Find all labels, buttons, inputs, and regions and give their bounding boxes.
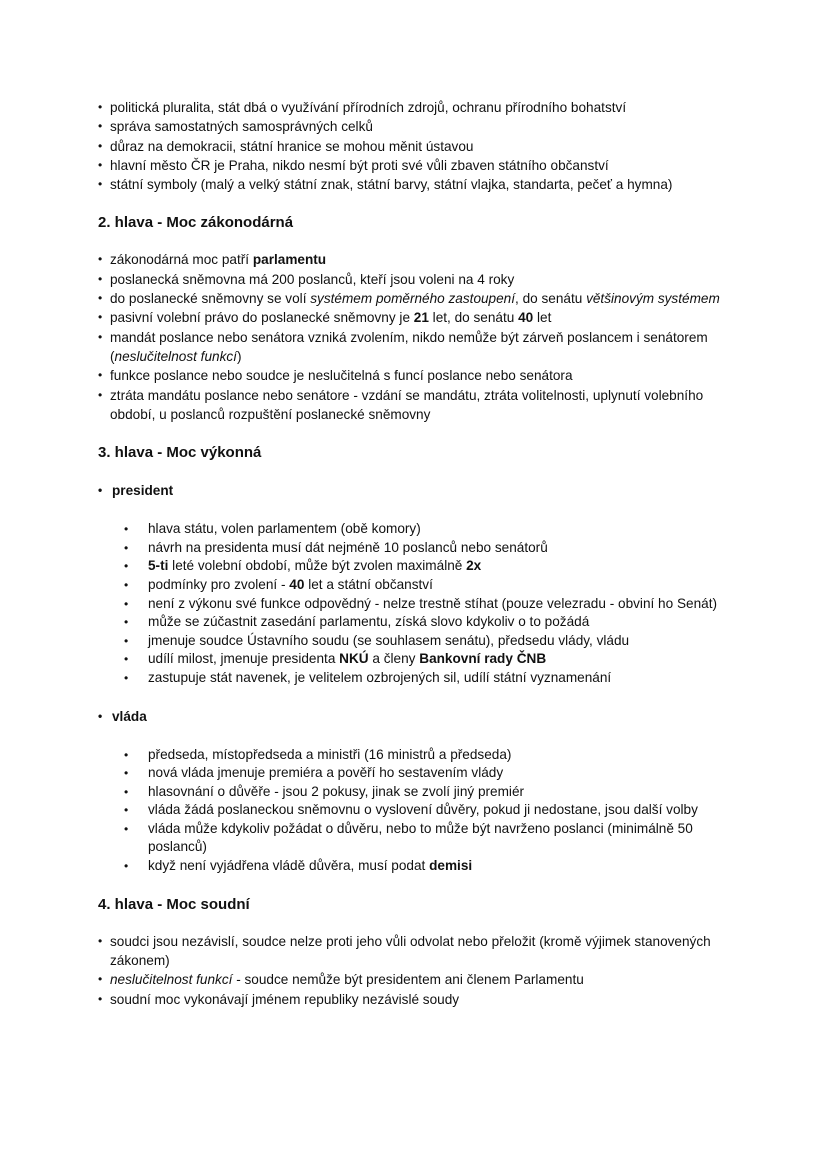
list-item xyxy=(98,137,738,156)
list-item-text: návrh na presidenta musí dát nejméně 10 poslanců nebo senátorů xyxy=(148,539,548,555)
list-item xyxy=(98,576,738,595)
list-item-text: poslanecká sněmovna má 200 poslanců, kteří jsou voleni na 4 roky xyxy=(110,271,515,287)
list-item xyxy=(98,270,738,289)
list-item xyxy=(98,117,738,136)
list-item-text: nová vláda jmenuje premiéra a pověří ho sestavením vlády xyxy=(148,765,504,781)
list-item xyxy=(98,289,738,308)
list-item xyxy=(98,764,738,783)
list-item-text: parlamentu xyxy=(252,252,327,268)
list-item-text: neslučitelnost funkcí xyxy=(110,972,233,988)
president-heading: • president xyxy=(98,481,738,500)
list-item-text: zákonodárná moc patří xyxy=(110,252,253,268)
list-item-text: let, do senátu xyxy=(428,310,519,326)
list-item-text: let a státní občanství xyxy=(304,576,433,592)
list-item-text: hlava státu, volen parlamentem (obě komory) xyxy=(148,521,421,537)
list-item-text: když není vyjádřena vládě důvěra, musí podat xyxy=(148,858,430,874)
section-2-heading: 2. hlava - Moc zákonodárná xyxy=(98,214,294,232)
list-item-text: 5-ti xyxy=(148,558,169,574)
list-item-text: hlasovnání o důvěře - jsou 2 pokusy, jinak se zvolí jiný premiér xyxy=(148,783,525,799)
government-heading: • vláda xyxy=(98,707,738,726)
list-item-text: předseda, místopředseda a ministři (16 ministrů a předseda) xyxy=(148,746,512,762)
list-item-text: zastupuje stát navenek, je velitelem ozbrojených sil, udílí státní vyznamenání xyxy=(148,669,612,685)
list-item-text: může se zúčastnit zasedání parlamentu, získá slovo kdykoliv o to požádá xyxy=(148,614,590,630)
list-item-text: soudní moc vykonávají jménem republiky nezávislé soudy xyxy=(110,991,460,1007)
list-item xyxy=(98,932,738,971)
list-item-text: není z výkonu své funkce odpovědný - nelze trestně stíhat (pouze velezradu - obviní ho Senát) xyxy=(148,595,718,611)
list-item xyxy=(98,650,738,669)
list-item xyxy=(98,250,738,269)
list-item xyxy=(98,970,738,989)
list-item-text: funkce poslance nebo soudce je neslučitelná s funcí poslance nebo senátora xyxy=(110,368,573,384)
list-item-text: udílí milost, jmenuje presidenta xyxy=(148,651,340,667)
list-item xyxy=(98,156,738,175)
list-item-text: státní symboly (malý a velký státní znak, státní barvy, státní vlajka, standarta, pečeť a hymna) xyxy=(110,177,673,193)
list-item xyxy=(98,520,738,539)
list-item-text: - soudce nemůže být presidentem ani členem Parlamentu xyxy=(232,972,584,988)
list-item-text: důraz na demokracii, státní hranice se mohou měnit ústavou xyxy=(110,138,474,154)
list-item-text: mandát poslance nebo senátora vzniká zvolením, nikdo nemůže být zárveň poslancem i senátorem ( xyxy=(110,329,708,364)
list-item-text: jmenuje soudce Ústavního soudu (se souhlasem senátu), předsedu vlády, vládu xyxy=(148,632,630,648)
government-list xyxy=(98,746,738,876)
list-item-text: a členy xyxy=(368,651,420,667)
list-item xyxy=(98,613,738,632)
president-list xyxy=(98,520,738,687)
list-item xyxy=(98,328,738,367)
list-item-text: do poslanecké sněmovny se volí xyxy=(110,291,311,307)
list-item xyxy=(98,366,738,385)
list-item-text: většinovým systémem xyxy=(586,291,720,307)
list-item-text: soudci jsou nezávislí, soudce nelze proti jeho vůli odvolat nebo přeložit (kromě výjimek stanovených zákonem) xyxy=(110,933,711,968)
document-page xyxy=(98,98,738,1009)
list-item xyxy=(98,746,738,765)
list-item-text: 40 xyxy=(289,576,305,592)
list-item-text: 40 xyxy=(518,310,534,326)
list-item xyxy=(98,820,738,857)
section-3-heading: 3. hlava - Moc výkonná xyxy=(98,444,262,462)
list-item-text: ) xyxy=(236,348,242,364)
list-item xyxy=(98,175,738,194)
list-item xyxy=(98,669,738,688)
section-2-list xyxy=(98,250,738,424)
list-item-text: NKÚ xyxy=(339,651,369,667)
list-item-text: Bankovní rady ČNB xyxy=(419,651,547,667)
list-item-text: systémem poměrného zastoupení xyxy=(310,291,516,307)
list-item-text: pasivní volební právo do poslanecké sněmovny je xyxy=(110,310,414,326)
list-item-text: leté volební období, může být zvolen maximálně xyxy=(168,558,467,574)
section-4-heading: 4. hlava - Moc soudní xyxy=(98,895,250,913)
list-item-text: , do senátu xyxy=(515,291,587,307)
list-item-text: hlavní město ČR je Praha, nikdo nesmí být proti své vůli zbaven státního občanství xyxy=(110,157,609,173)
list-item xyxy=(98,632,738,651)
list-item-text: správa samostatných samosprávných celků xyxy=(110,119,373,135)
list-item xyxy=(98,783,738,802)
list-item xyxy=(98,98,738,117)
list-item-text: politická pluralita, stát dbá o využívání přírodních zdrojů, ochranu přírodního bohatství xyxy=(110,100,627,115)
list-item-text: podmínky pro zvolení - xyxy=(148,576,290,592)
list-item-text: vláda může kdykoliv požádat o důvěru, nebo to může být navrženo poslanci (minimálně 50 poslanců) xyxy=(148,820,693,855)
list-item-text: 2x xyxy=(466,558,482,574)
list-item xyxy=(98,539,738,558)
list-item-text: vláda žádá poslaneckou sněmovnu o vyslovení důvěry, pokud ji nedostane, jsou další volby xyxy=(148,802,698,818)
list-item xyxy=(98,557,738,576)
list-item xyxy=(98,990,738,1009)
list-item-text: 21 xyxy=(413,310,429,326)
list-item-text: neslučitelnost funkcí xyxy=(114,348,237,364)
list-item xyxy=(98,595,738,614)
section-4-list xyxy=(98,932,738,1009)
intro-list xyxy=(98,98,738,194)
list-item-text: demisi xyxy=(429,858,473,874)
list-item xyxy=(98,308,738,327)
list-item xyxy=(98,857,738,876)
list-item-text: let xyxy=(533,310,552,326)
list-item xyxy=(98,386,738,425)
list-item xyxy=(98,801,738,820)
list-item-text: ztráta mandátu poslance nebo senátore - vzdání se mandátu, ztráta volitelnosti, uplynutí volebního období, u poslanců rozpuštění poslanecké sněmovny xyxy=(110,387,704,422)
